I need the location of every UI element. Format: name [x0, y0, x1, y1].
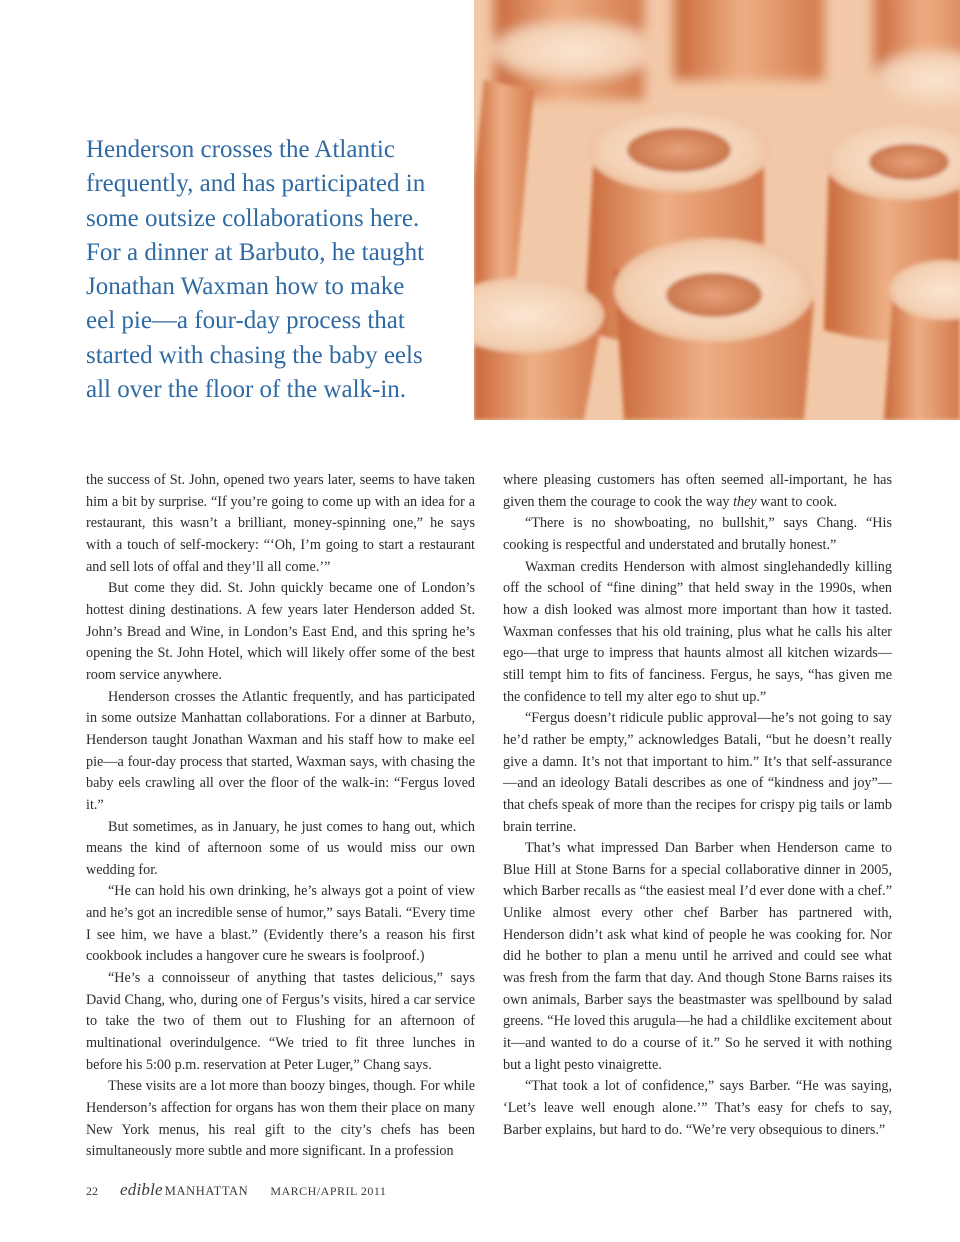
article-column-left: [86, 470, 475, 1163]
pull-quote-line: started with chasing the baby eels: [86, 341, 423, 369]
body-paragraph: “There is no showboating, no bullshit,” says Chang. “His cooking is respectful and understated and brutally honest.”: [503, 515, 892, 553]
body-paragraph: “He can hold his own drinking, he’s always got a point of view and he’s got an incredible sense of humor,” says Batali. “Every time I see him, we have a blast.” (Evidently there’s a reason his first cookbook includes a hangover cure he swears is foolproof.): [86, 883, 475, 965]
pull-quote: [86, 133, 456, 407]
pull-quote-line: eel pie—a four-day process that: [86, 307, 405, 335]
page-number: 22: [86, 1184, 98, 1198]
body-paragraph: These visits are a lot more than boozy binges, though. For while Henderson’s affection for organs has won them their place on many New York menus, his real gift to the city’s chefs has been simultaneously more subtle and more significant. In a profession: [86, 1078, 475, 1160]
text-run: where pleasing customers has often seemed all-important, he has given them the courage to cook the way: [503, 472, 892, 510]
body-paragraph: “He’s a connoisseur of anything that tastes delicious,” says David Chang, who, during one of Fergus’s visits, hired a car service to take the two of them out to Flushing for an afternoon of multinational overindulgence. “We tried to fit three lunches in before his 5:00 p.m. reservation at Peter Luger,” Chang says.: [86, 970, 475, 1073]
body-paragraph: [503, 470, 892, 513]
pull-quote-line: Henderson crosses the Atlantic: [86, 136, 395, 163]
pull-quote-line: Jonathan Waxman how to make: [86, 273, 405, 301]
page-footer: [86, 1180, 386, 1200]
body-paragraph: Waxman credits Henderson with almost singlehandedly killing off the school of “fine dining” that held sway in the 1990s, when how a dish looked was almost more important than how it tasted. Waxman confesses that his old training, plus what he calls his alter ego—that urge to impress that haunts almost all kitchen wizards—still tempt him to fits of fanciness. Fergus, he says, “has given me the confidence to tell my alter ego to shut up.”: [503, 558, 892, 705]
pull-quote-line: For a dinner at Barbuto, he taught: [86, 238, 425, 266]
issue-date: MARCH/APRIL 2011: [270, 1184, 387, 1198]
body-paragraph: But sometimes, as in January, he just comes to hang out, which means the kind of afternoon some of us would miss our own wedding for.: [86, 818, 475, 878]
pull-quote-line: frequently, and has participated in: [86, 170, 426, 198]
marrow-bones-illustration: [474, 0, 960, 420]
body-paragraph: That’s what impressed Dan Barber when Henderson came to Blue Hill at Stone Barns for a special collaborative dinner in 2005, which Barber recalls as “the easiest meal I’d ever done with a chef.” Unlike almost every other chef Barber has partnered with, Henderson didn’t ask what kind of people he was cooking for. Nor did he bother to plan a menu until he arrived and could see what was fresh from the farm that day. And though Stone Barns raises its own animals, Barber says the beastmaster was spellbound by salad greens. “He loved this arugula—he had a childlike excitement about it—and wanted to do a course of it.” So he served it with nothing but a light pesto vinaigrette.: [503, 840, 892, 1073]
body-paragraph: “Fergus doesn’t ridicule public approval—he’s not going to say he’d rather be empty,” acknowledges Batali, “but he doesn’t really give a damn. It’s not that important to him.” It’s that self-assurance—and an ideology Batali describes as one of “kindness and joy”—that chefs speak of more than the recipes for crispy pig tails or lamb brain terrine.: [503, 710, 892, 835]
emphasis-text: they: [733, 493, 757, 510]
text-run: want to cook.: [756, 493, 838, 510]
body-paragraph: Henderson crosses the Atlantic frequently, and has participated in some outsize Manhattan collaborations. For a dinner at Barbuto, Henderson taught Jonathan Waxman and his staff how to make eel pie—a four-day process that started, Waxman says, with chasing the baby eels crawling all over the floor of the walk-in: “Fergus loved it.”: [86, 688, 475, 813]
body-paragraph: But come they did. St. John quickly became one of London’s hottest dining destinations. A few years later Henderson added St. John’s Bread and Wine, in London’s East End, and this spring he’s opening the St. John Hotel, which will likely offer some of the best room service anywhere.: [86, 580, 475, 683]
body-paragraph: the success of St. John, opened two years later, seems to have taken him a bit by surprise. “If you’re going to come up with an idea for a restaurant, this wasn’t a brilliant, money-spinning one,” he says with a touch of self-mockery: “‘Oh, I’m going to start a restaurant and sell lots of offal and they’ll all come.’”: [86, 472, 475, 575]
article-column-right: [503, 470, 892, 1141]
marrow-bones-photo: [474, 0, 960, 420]
pull-quote-line: some outsize collaborations here.: [86, 204, 420, 232]
pull-quote-line: all over the floor of the walk-in.: [86, 376, 407, 404]
magazine-brand-edible: edible: [120, 1180, 163, 1199]
magazine-brand-city: MANHATTAN: [164, 1184, 249, 1198]
body-paragraph: “That took a lot of confidence,” says Barber. “He was saying, ‘Let’s leave well enough alone.’” That’s easy for chefs to say, Barber explains, but hard to do. “We’re very obsequious to diners.”: [503, 1078, 892, 1138]
